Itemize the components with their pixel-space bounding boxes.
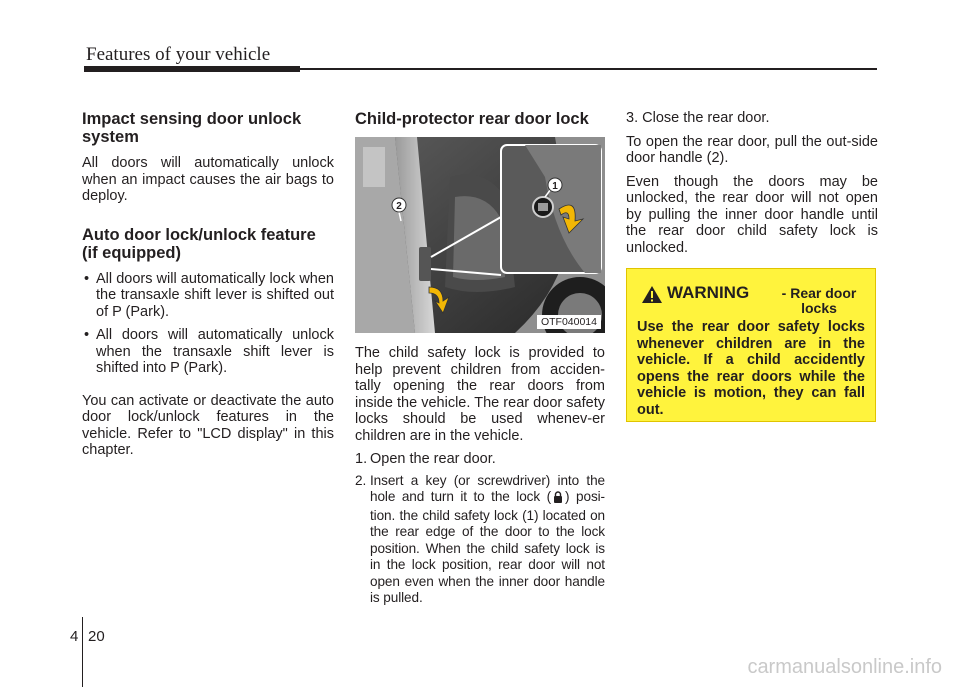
warning-title: WARNING xyxy=(667,283,750,302)
rear-door-photo xyxy=(355,137,605,333)
warning-box xyxy=(626,268,876,422)
page-number: 20 xyxy=(88,628,105,645)
warning-body: Use the rear door safety locks whenever children are in the vehicle. If a child accidently opens the rear doors while the vehicle is motion, they can fall out. xyxy=(637,319,865,418)
paragraph-child-lock-note: Even though the doors may be unlocked, the rear door will not open by pulling the inner door handle until the rear door child safety lock is unlocked. xyxy=(626,173,878,256)
paragraph-child-lock: The child safety lock is provided to help prevent children from acciden-tally opening the rear doors from inside the vehicle. The rear door safety locks should be used whenev-er children are in the vehicle. xyxy=(355,345,605,444)
list-item: • All doors will automatically lock when the transaxle shift lever is shifted out of P (Park). xyxy=(82,271,334,321)
warning-triangle-icon xyxy=(641,285,663,309)
callout-1: 1 xyxy=(552,181,558,192)
header-rule-thin xyxy=(300,68,877,70)
list-item: • All doors will automatically unlock when the transaxle shift lever is shifted into P (Park). xyxy=(82,327,334,377)
header-rule-thick xyxy=(84,66,300,72)
list-item: 2. Insert a key (or screwdriver) into the hole and turn it to the lock ( ) posi-tion. the child safety lock (1) located on the rear edge of the door to the lock position. When the child safety lock is in the lock position, rear door will not open even when the inner door handle is pulled. xyxy=(355,472,605,605)
heading-impact-unlock: Impact sensing door unlock system xyxy=(82,110,302,146)
step-3: 3. Close the rear door. xyxy=(626,110,770,126)
paragraph-open-rear-door: To open the rear door, pull the out-side door handle (2). xyxy=(626,133,878,166)
column-right xyxy=(626,110,878,422)
column-middle xyxy=(355,110,605,612)
section-number: 4 xyxy=(70,628,79,645)
heading-child-protector: Child-protector rear door lock xyxy=(355,110,589,128)
page-header-title: Features of your vehicle xyxy=(86,44,271,65)
callout-2: 2 xyxy=(396,201,402,212)
heading-auto-lock: Auto door lock/unlock feature (if equipped) xyxy=(82,225,316,262)
auto-lock-list xyxy=(82,271,334,377)
paragraph-impact-unlock: All doors will automatically unlock when an impact causes the air bags to deploy. xyxy=(82,155,334,204)
lock-icon xyxy=(553,491,563,508)
column-left xyxy=(82,110,334,466)
steps-list xyxy=(355,451,605,607)
watermark: carmanualsonline.info xyxy=(747,656,942,678)
paragraph-auto-lock-settings: You can activate or deactivate the auto door lock/unlock features in the vehicle. Refer to "LCD display" in this chapter. xyxy=(82,392,334,458)
footer-separator xyxy=(82,617,83,687)
image-code: OTF040014 xyxy=(537,315,601,329)
list-item: 1. Open the rear door. xyxy=(355,451,496,467)
warning-subtitle: - Rear door locks xyxy=(781,285,857,316)
